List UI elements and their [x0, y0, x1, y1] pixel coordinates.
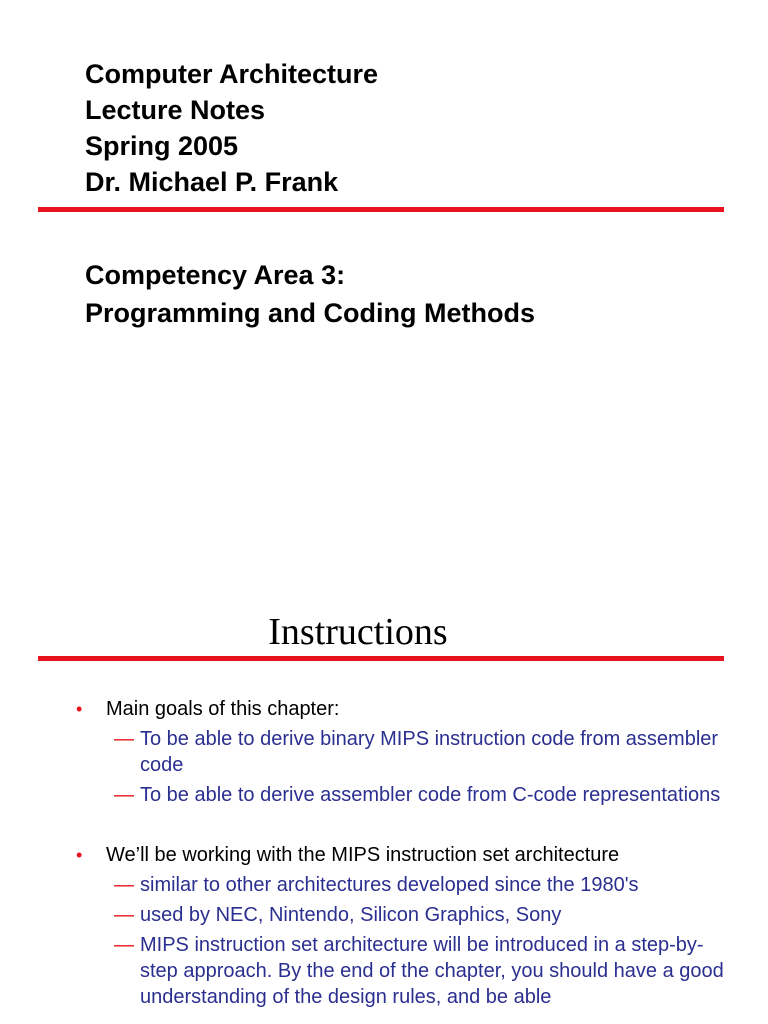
- bullet-item: [72, 842, 732, 1010]
- sub-list: [106, 872, 732, 1010]
- bullet-item: [72, 696, 732, 808]
- bullet-text: Main goals of this chapter:: [106, 698, 340, 720]
- sub-item: [106, 902, 732, 928]
- bullet-dot-icon: •: [76, 699, 83, 719]
- sub-item-text: MIPS instruction set architecture will be introduced in a step-by-step approach. By the end of the chapter, you should have a good understanding of the design rules, and be able: [140, 934, 724, 1008]
- title-divider: [38, 207, 724, 212]
- instructions-slide: [0, 560, 768, 1024]
- dash-icon: —: [114, 874, 134, 896]
- dash-icon: —: [114, 934, 134, 956]
- slide-content: [72, 696, 732, 1014]
- sub-item: [106, 932, 732, 1010]
- dash-icon: —: [114, 728, 134, 750]
- heading-divider: [38, 656, 724, 661]
- title-line-notes: Lecture Notes: [85, 95, 266, 125]
- title-line-author: Dr. Michael P. Frank: [85, 167, 339, 197]
- sub-item-text: To be able to derive assembler code from C-code representations: [140, 784, 721, 806]
- sub-item: [106, 726, 732, 778]
- slide-title: [85, 56, 378, 200]
- dash-icon: —: [114, 904, 134, 926]
- subtitle-line-area: Competency Area 3:: [85, 260, 346, 290]
- subtitle-line-topic: Programming and Coding Methods: [85, 298, 535, 328]
- dash-icon: —: [114, 784, 134, 806]
- slide-subtitle: [85, 256, 535, 332]
- title-line-course: Computer Architecture: [85, 59, 379, 89]
- sub-list: [106, 726, 732, 808]
- title-line-term: Spring 2005: [85, 131, 239, 161]
- bullet-dot-icon: •: [76, 845, 83, 865]
- slide-heading: Instructions: [268, 611, 448, 653]
- sub-item-text: To be able to derive binary MIPS instruction code from assembler code: [140, 728, 719, 776]
- sub-item-text: used by NEC, Nintendo, Silicon Graphics, Sony: [140, 904, 562, 926]
- bullet-text: We’ll be working with the MIPS instruction set architecture: [106, 844, 620, 866]
- sub-item-text: similar to other architectures developed since the 1980's: [140, 874, 639, 896]
- sub-item: [106, 872, 732, 898]
- sub-item: [106, 782, 732, 808]
